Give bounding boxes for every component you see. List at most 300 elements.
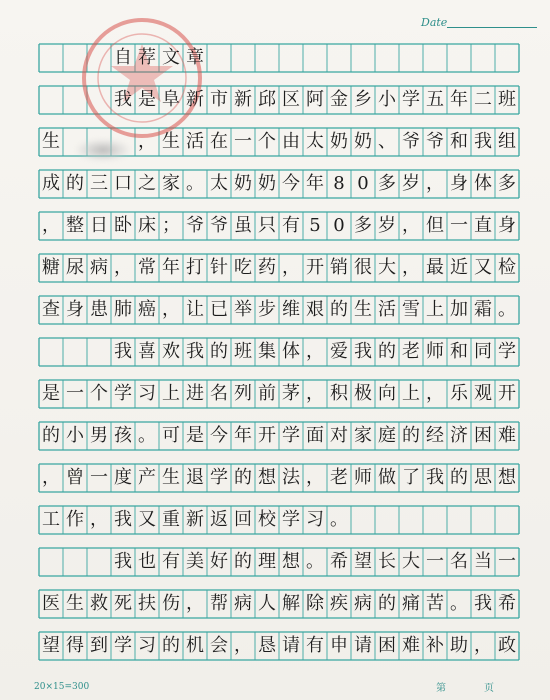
- character-cell: 已: [210, 299, 228, 320]
- character-cell: 阿: [306, 89, 324, 110]
- character-cell: 一: [66, 383, 84, 404]
- character-cell: ，: [402, 257, 420, 278]
- character-cell: 太: [306, 131, 324, 152]
- character-cell: 常: [138, 257, 156, 278]
- character-cell: 家: [354, 425, 372, 446]
- character-cell: 销: [330, 257, 348, 278]
- character-cell: ，: [474, 635, 492, 656]
- character-cell: 学: [402, 89, 420, 110]
- essay-line: [39, 296, 519, 324]
- character-cell: 金: [330, 89, 348, 110]
- character-cell: 学: [282, 425, 300, 446]
- character-cell: 解: [282, 593, 300, 614]
- character-cell: 也: [138, 551, 156, 572]
- essay-line: [39, 86, 519, 114]
- character-cell: 生: [354, 299, 372, 320]
- character-cell: 我: [114, 509, 132, 530]
- character-cell: ，: [426, 173, 444, 194]
- essay-line: [39, 338, 519, 366]
- character-cell: 邱: [258, 89, 276, 110]
- character-cell: 8: [333, 173, 345, 194]
- character-cell: [423, 506, 447, 534]
- essay-line: [39, 170, 519, 198]
- character-cell: 阜: [162, 89, 180, 110]
- character-cell: 的: [378, 593, 396, 614]
- character-cell: [375, 506, 399, 534]
- character-cell: 生: [162, 467, 180, 488]
- character-cell: 极: [354, 383, 372, 404]
- character-cell: 列: [234, 383, 252, 404]
- character-cell: 得: [66, 635, 84, 656]
- character-cell: ，: [402, 215, 420, 236]
- character-cell: 。: [450, 593, 468, 614]
- character-cell: 。: [498, 299, 516, 320]
- character-cell: 作: [66, 509, 84, 530]
- character-cell: 尿: [66, 257, 84, 278]
- character-cell: 做: [378, 467, 396, 488]
- character-cell: ，: [138, 131, 156, 152]
- character-cell: 0: [357, 173, 369, 194]
- character-cell: 由: [282, 131, 300, 152]
- character-cell: 爷: [402, 131, 420, 152]
- character-cell: 困: [378, 635, 396, 656]
- character-cell: 疾: [330, 593, 348, 614]
- character-cell: 身: [450, 173, 468, 194]
- character-cell: ，: [114, 257, 132, 278]
- character-cell: 生: [66, 593, 84, 614]
- character-cell: 区: [282, 89, 300, 110]
- essay-line: [39, 380, 519, 408]
- character-cell: [63, 548, 87, 576]
- character-cell: [351, 44, 375, 72]
- character-cell: 我: [474, 593, 492, 614]
- grid-spec: 20×15=300: [34, 682, 90, 692]
- character-cell: 前: [258, 383, 276, 404]
- character-cell: 的: [210, 341, 228, 362]
- character-cell: 了: [402, 467, 420, 488]
- character-cell: 大: [402, 551, 420, 572]
- character-cell: 经: [426, 425, 444, 446]
- character-cell: 岁: [402, 173, 420, 194]
- essay-line: [39, 632, 519, 660]
- character-cell: 工: [42, 509, 60, 530]
- character-cell: 一: [450, 215, 468, 236]
- character-cell: [207, 44, 231, 72]
- red-seal-stamp: [78, 14, 206, 142]
- character-cell: 新: [186, 509, 204, 530]
- character-cell: 今: [210, 425, 228, 446]
- page-label: 第页: [436, 683, 532, 694]
- character-cell: 想: [282, 551, 300, 572]
- essay-line: [39, 44, 519, 72]
- character-cell: 学: [114, 383, 132, 404]
- essay-line: [39, 590, 519, 618]
- character-cell: 和: [450, 131, 468, 152]
- character-cell: 年: [306, 173, 324, 194]
- character-cell: 。: [306, 551, 324, 572]
- character-cell: 集: [258, 341, 276, 362]
- character-cell: [399, 44, 423, 72]
- character-cell: 申: [330, 635, 348, 656]
- character-cell: 整: [66, 215, 84, 236]
- character-cell: 班: [498, 89, 516, 110]
- essay-line: [39, 254, 519, 282]
- character-cell: 校: [258, 509, 276, 530]
- character-cell: [87, 338, 111, 366]
- character-cell: 药: [258, 257, 276, 278]
- character-cell: 的: [162, 635, 180, 656]
- character-cell: 学: [282, 509, 300, 530]
- character-cell: 回: [234, 509, 252, 530]
- character-cell: 活: [378, 299, 396, 320]
- character-cell: 爷: [186, 215, 204, 236]
- character-cell: 是: [42, 383, 60, 404]
- character-cell: 是: [138, 89, 156, 110]
- character-cell: [375, 44, 399, 72]
- character-cell: 到: [90, 635, 108, 656]
- character-cell: [495, 506, 519, 534]
- character-cell: 我: [426, 467, 444, 488]
- character-cell: 荐: [138, 47, 156, 68]
- character-cell: 章: [186, 47, 204, 68]
- character-cell: [351, 506, 375, 534]
- character-cell: 开: [498, 383, 516, 404]
- character-cell: 个: [90, 383, 108, 404]
- character-cell: 多: [354, 215, 372, 236]
- character-cell: ，: [90, 509, 108, 530]
- character-cell: 理: [258, 551, 276, 572]
- character-cell: [447, 506, 471, 534]
- character-cell: 我: [114, 89, 132, 110]
- essay-line: [39, 464, 519, 492]
- character-cell: 补: [426, 635, 444, 656]
- character-cell: 文: [162, 47, 180, 68]
- character-cell: 习: [306, 509, 324, 530]
- character-cell: 人: [258, 593, 276, 614]
- character-cell: 但: [426, 215, 444, 236]
- character-cell: 艰: [306, 299, 324, 320]
- character-cell: 我: [114, 551, 132, 572]
- character-cell: ，: [282, 257, 300, 278]
- character-cell: 雪: [402, 299, 420, 320]
- character-cell: 一: [498, 551, 516, 572]
- character-cell: 打: [186, 257, 204, 278]
- character-cell: 我: [114, 341, 132, 362]
- character-cell: 男: [90, 425, 108, 446]
- character-cell: 名: [450, 551, 468, 572]
- essay-line: [39, 212, 519, 240]
- character-cell: [399, 506, 423, 534]
- character-cell: 爷: [426, 131, 444, 152]
- character-cell: 孩: [114, 425, 132, 446]
- character-cell: 退: [186, 467, 204, 488]
- character-cell: 五: [426, 89, 444, 110]
- character-cell: 想: [258, 467, 276, 488]
- character-cell: ，: [306, 341, 324, 362]
- character-cell: 上: [162, 383, 180, 404]
- character-cell: 观: [474, 383, 492, 404]
- character-cell: 对: [330, 425, 348, 446]
- date-label: Date: [421, 16, 448, 29]
- character-cell: [39, 86, 63, 114]
- character-cell: 学: [498, 341, 516, 362]
- character-cell: 新: [186, 89, 204, 110]
- character-cell: 体: [282, 341, 300, 362]
- character-cell: 很: [354, 257, 372, 278]
- character-cell: 太: [210, 173, 228, 194]
- character-cell: 只: [258, 215, 276, 236]
- character-cell: 帮: [210, 593, 228, 614]
- character-cell: [471, 506, 495, 534]
- character-cell: 有: [306, 635, 324, 656]
- character-cell: 济: [450, 425, 468, 446]
- character-cell: 向: [378, 383, 396, 404]
- character-cell: 医: [42, 593, 60, 614]
- character-cell: 一: [90, 467, 108, 488]
- character-cell: ，: [42, 467, 60, 488]
- character-cell: 查: [42, 299, 60, 320]
- character-cell: 乡: [354, 89, 372, 110]
- character-cell: [63, 338, 87, 366]
- character-cell: 自: [114, 47, 132, 68]
- character-cell: 师: [354, 467, 372, 488]
- character-cell: 庭: [378, 425, 396, 446]
- character-cell: 难: [498, 425, 516, 446]
- character-cell: 针: [210, 257, 228, 278]
- character-cell: 多: [378, 173, 396, 194]
- character-cell: 病: [234, 593, 252, 614]
- character-cell: [447, 44, 471, 72]
- character-cell: 家: [162, 173, 180, 194]
- essay-line: [39, 548, 519, 576]
- character-cell: 卧: [114, 215, 132, 236]
- character-cell: 美: [186, 551, 204, 572]
- character-cell: 二: [474, 89, 492, 110]
- character-cell: 奶: [234, 173, 252, 194]
- character-cell: 。: [186, 173, 204, 194]
- character-cell: ，: [306, 383, 324, 404]
- character-cell: 请: [282, 635, 300, 656]
- character-cell: 和: [450, 341, 468, 362]
- character-cell: 长: [378, 551, 396, 572]
- character-cell: 会: [210, 635, 228, 656]
- character-cell: 直: [474, 215, 492, 236]
- character-cell: [471, 44, 495, 72]
- character-cell: 活: [186, 131, 204, 152]
- character-cell: 步: [258, 299, 276, 320]
- character-cell: 病: [354, 593, 372, 614]
- character-cell: 吃: [234, 257, 252, 278]
- character-cell: 学: [114, 635, 132, 656]
- character-cell: 市: [210, 89, 228, 110]
- character-cell: 的: [66, 173, 84, 194]
- character-cell: 师: [426, 341, 444, 362]
- character-cell: 糖: [42, 257, 60, 278]
- character-cell: 的: [234, 551, 252, 572]
- character-cell: 小: [66, 425, 84, 446]
- character-cell: 组: [498, 131, 516, 152]
- character-cell: 在: [210, 131, 228, 152]
- character-cell: 请: [354, 635, 372, 656]
- character-cell: 法: [282, 467, 300, 488]
- character-cell: 茅: [282, 383, 300, 404]
- character-cell: 可: [162, 425, 180, 446]
- character-cell: 政: [498, 635, 516, 656]
- character-cell: 患: [90, 299, 108, 320]
- character-cell: 生: [42, 131, 60, 152]
- character-cell: 爱: [330, 341, 348, 362]
- character-cell: ，: [306, 467, 324, 488]
- character-cell: 机: [186, 635, 204, 656]
- character-cell: 加: [450, 299, 468, 320]
- character-cell: 床: [138, 215, 156, 236]
- character-cell: 想: [498, 467, 516, 488]
- character-cell: 进: [186, 383, 204, 404]
- character-cell: [303, 44, 327, 72]
- character-cell: 痛: [402, 593, 420, 614]
- character-cell: ，: [426, 383, 444, 404]
- character-cell: 今: [282, 173, 300, 194]
- character-cell: 老: [402, 341, 420, 362]
- character-cell: 除: [306, 593, 324, 614]
- character-cell: [39, 548, 63, 576]
- character-cell: 好: [210, 551, 228, 572]
- character-cell: [423, 44, 447, 72]
- character-cell: [495, 44, 519, 72]
- character-cell: 的: [42, 425, 60, 446]
- character-cell: 身: [498, 215, 516, 236]
- character-cell: 的: [234, 467, 252, 488]
- character-cell: 难: [402, 635, 420, 656]
- character-cell: 喜: [138, 341, 156, 362]
- character-cell: 奶: [258, 173, 276, 194]
- character-cell: ，: [234, 635, 252, 656]
- character-cell: 希: [498, 593, 516, 614]
- character-cell: 又: [474, 257, 492, 278]
- character-cell: 大: [378, 257, 396, 278]
- character-cell: 我: [354, 341, 372, 362]
- character-cell: 班: [234, 341, 252, 362]
- character-cell: [63, 86, 87, 114]
- character-cell: 希: [330, 551, 348, 572]
- character-cell: 当: [474, 551, 492, 572]
- character-cell: 恳: [258, 635, 276, 656]
- character-cell: [63, 44, 87, 72]
- character-cell: 伤: [162, 593, 180, 614]
- character-cell: 一: [234, 131, 252, 152]
- character-cell: ，: [186, 593, 204, 614]
- character-cell: 的: [450, 467, 468, 488]
- character-cell: 产: [138, 467, 156, 488]
- character-cell: [255, 44, 279, 72]
- essay-line: [39, 506, 519, 534]
- character-cell: [39, 338, 63, 366]
- character-cell: 维: [282, 299, 300, 320]
- character-cell: 返: [210, 509, 228, 530]
- character-cell: ；: [162, 215, 180, 236]
- character-cell: 的: [378, 341, 396, 362]
- character-cell: 年: [450, 89, 468, 110]
- character-cell: 个: [258, 131, 276, 152]
- character-cell: 口: [114, 173, 132, 194]
- character-cell: ，: [162, 299, 180, 320]
- character-cell: [327, 44, 351, 72]
- essay-line: [39, 422, 519, 450]
- character-cell: 体: [474, 173, 492, 194]
- character-cell: 肺: [114, 299, 132, 320]
- character-cell: 癌: [138, 299, 156, 320]
- character-cell: 成: [42, 173, 60, 194]
- character-cell: 的: [402, 425, 420, 446]
- character-cell: 之: [138, 173, 156, 194]
- character-cell: 救: [90, 593, 108, 614]
- character-cell: 我: [186, 341, 204, 362]
- character-cell: 岁: [378, 215, 396, 236]
- character-cell: 习: [138, 383, 156, 404]
- character-cell: 的: [330, 299, 348, 320]
- character-cell: 开: [258, 425, 276, 446]
- character-cell: 有: [282, 215, 300, 236]
- character-cell: 。: [138, 425, 156, 446]
- character-cell: 0: [333, 215, 345, 236]
- character-cell: 虽: [234, 215, 252, 236]
- character-cell: 积: [330, 383, 348, 404]
- character-cell: [87, 86, 111, 114]
- character-cell: 苦: [426, 593, 444, 614]
- character-cell: 举: [234, 299, 252, 320]
- character-cell: 乐: [450, 383, 468, 404]
- character-cell: 。: [330, 509, 348, 530]
- character-cell: 望: [42, 635, 60, 656]
- character-cell: 、: [378, 131, 396, 152]
- character-cell: 日: [90, 215, 108, 236]
- character-cell: 重: [162, 509, 180, 530]
- character-cell: [87, 548, 111, 576]
- character-cell: 生: [162, 131, 180, 152]
- character-cell: 新: [234, 89, 252, 110]
- character-cell: 死: [114, 593, 132, 614]
- character-cell: 扶: [138, 593, 156, 614]
- character-cell: 上: [426, 299, 444, 320]
- character-cell: 习: [138, 635, 156, 656]
- character-cell: ，: [42, 215, 60, 236]
- character-cell: 爷: [210, 215, 228, 236]
- character-cell: 又: [138, 509, 156, 530]
- character-cell: [279, 44, 303, 72]
- character-cell: 是: [186, 425, 204, 446]
- character-cell: 开: [306, 257, 324, 278]
- character-cell: 名: [210, 383, 228, 404]
- character-cell: 病: [90, 257, 108, 278]
- character-cell: 5: [309, 215, 321, 236]
- character-cell: 助: [450, 635, 468, 656]
- character-cell: 欢: [162, 341, 180, 362]
- character-cell: 曾: [66, 467, 84, 488]
- character-cell: 度: [114, 467, 132, 488]
- character-cell: [39, 44, 63, 72]
- character-cell: 同: [474, 341, 492, 362]
- character-cell: 望: [354, 551, 372, 572]
- character-cell: [87, 44, 111, 72]
- character-cell: [231, 44, 255, 72]
- character-cell: 让: [186, 299, 204, 320]
- character-cell: 霜: [474, 299, 492, 320]
- character-cell: 学: [210, 467, 228, 488]
- redacted-name: [76, 139, 130, 161]
- character-cell: 年: [234, 425, 252, 446]
- character-cell: 小: [378, 89, 396, 110]
- character-cell: 近: [450, 257, 468, 278]
